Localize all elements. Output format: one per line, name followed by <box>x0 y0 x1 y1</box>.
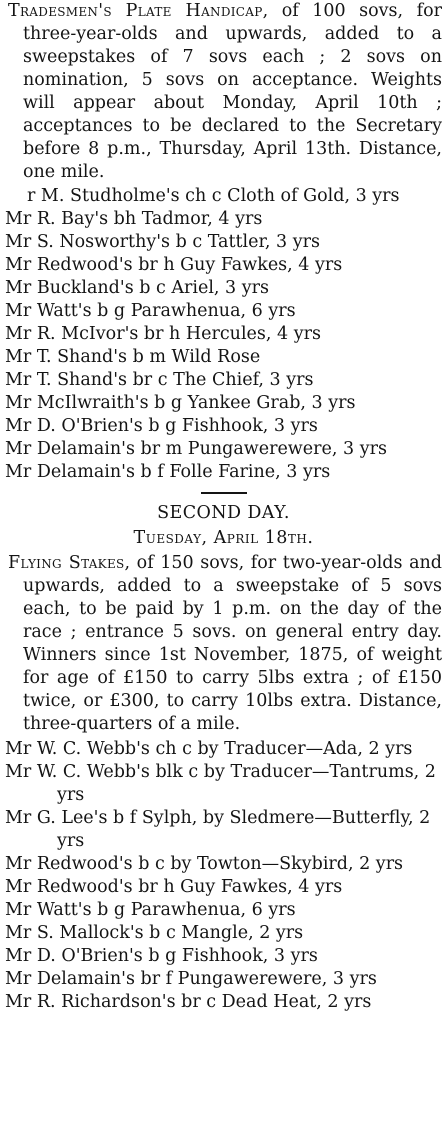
race-conditions-text: , of 100 sovs, for three-year-olds and upwards, added to a sweepstakes of 7 sovs each ; 2 sovs on nomination, 5 sovs on acceptance. Weights will appear about Monday, April 10th ; acceptances to be declared to the Secretary before 8 p.m., Thursday, April 13th. Distance, one mile. <box>23 1 442 182</box>
entry-item: Mr Watt's b g Parawhenua, 6 yrs <box>5 301 296 321</box>
entry-item: Mr Delamain's br m Pungawerewere, 3 yrs <box>5 439 387 459</box>
entry-list-tradesmens-plate <box>5 185 442 484</box>
entry-item: Mr S. Mallock's b c Mangle, 2 yrs <box>5 923 304 943</box>
entry-item: Mr W. C. Webb's ch c by Traducer—Ada, 2 yrs <box>5 739 413 759</box>
entry-item: Mr Redwood's br h Guy Fawkes, 4 yrs <box>5 255 343 275</box>
race-title: Tradesmen's Plate Handicap <box>8 1 263 21</box>
entry-list-flying-stakes <box>5 738 442 1014</box>
entry-item: Mr Watt's b g Parawhenua, 6 yrs <box>5 900 296 920</box>
entry-item: Mr McIlwraith's b g Yankee Grab, 3 yrs <box>5 393 356 413</box>
section-divider <box>201 492 247 494</box>
entry-item: Mr Redwood's b c by Towton—Skybird, 2 yrs <box>5 854 404 874</box>
entry-item: Mr Delamain's b f Folle Farine, 3 yrs <box>5 462 331 482</box>
entry-item: Mr D. O'Brien's b g Fishhook, 3 yrs <box>5 416 318 436</box>
entry-item: Mr D. O'Brien's b g Fishhook, 3 yrs <box>5 946 318 966</box>
entry-item: Mr R. Richardson's br c Dead Heat, 2 yrs <box>5 992 372 1012</box>
race-title: Flying Stakes <box>8 553 125 573</box>
entry-item: Mr T. Shand's br c The Chief, 3 yrs <box>5 370 314 390</box>
entry-item: Mr R. McIvor's br h Hercules, 4 yrs <box>5 324 321 344</box>
day-date: Tuesday, April 18th. <box>133 528 314 548</box>
entry-item: Mr R. Bay's bh Tadmor, 4 yrs <box>5 209 263 229</box>
entry-item: Mr W. C. Webb's blk c by Traducer—Tantrums, 2 yrs <box>5 762 436 805</box>
entry-item: r M. Studholme's ch c Cloth of Gold, 3 yrs <box>27 186 400 206</box>
entry-item: Mr Redwood's br h Guy Fawkes, 4 yrs <box>5 877 343 897</box>
day-heading: SECOND DAY. <box>157 503 290 523</box>
race-conditions-text: , of 150 sovs, for two-year-olds and upwards, added to a sweepstake of 5 sovs each, to be paid by 1 p.m. on the day of the race ; entrance 5 sovs. on general entry day. Winners since 1st November, 1875, of weight for age of £150 to carry 5lbs extra ; of £150 twice, or £300, to carry 10lbs extra. Distance, three-quarters of a mile. <box>23 553 442 734</box>
entry-item: Mr Delamain's br f Pungawerewere, 3 yrs <box>5 969 377 989</box>
entry-item: Mr Buckland's b c Ariel, 3 yrs <box>5 278 269 298</box>
race-conditions-flying-stakes <box>5 552 442 736</box>
entry-item: Mr G. Lee's b f Sylph, by Sledmere—Butterfly, 2 yrs <box>5 808 431 851</box>
entry-item: Mr S. Nosworthy's b c Tattler, 3 yrs <box>5 232 320 252</box>
race-conditions-tradesmens-plate <box>5 0 442 184</box>
entry-item: Mr T. Shand's b m Wild Rose <box>5 347 261 367</box>
